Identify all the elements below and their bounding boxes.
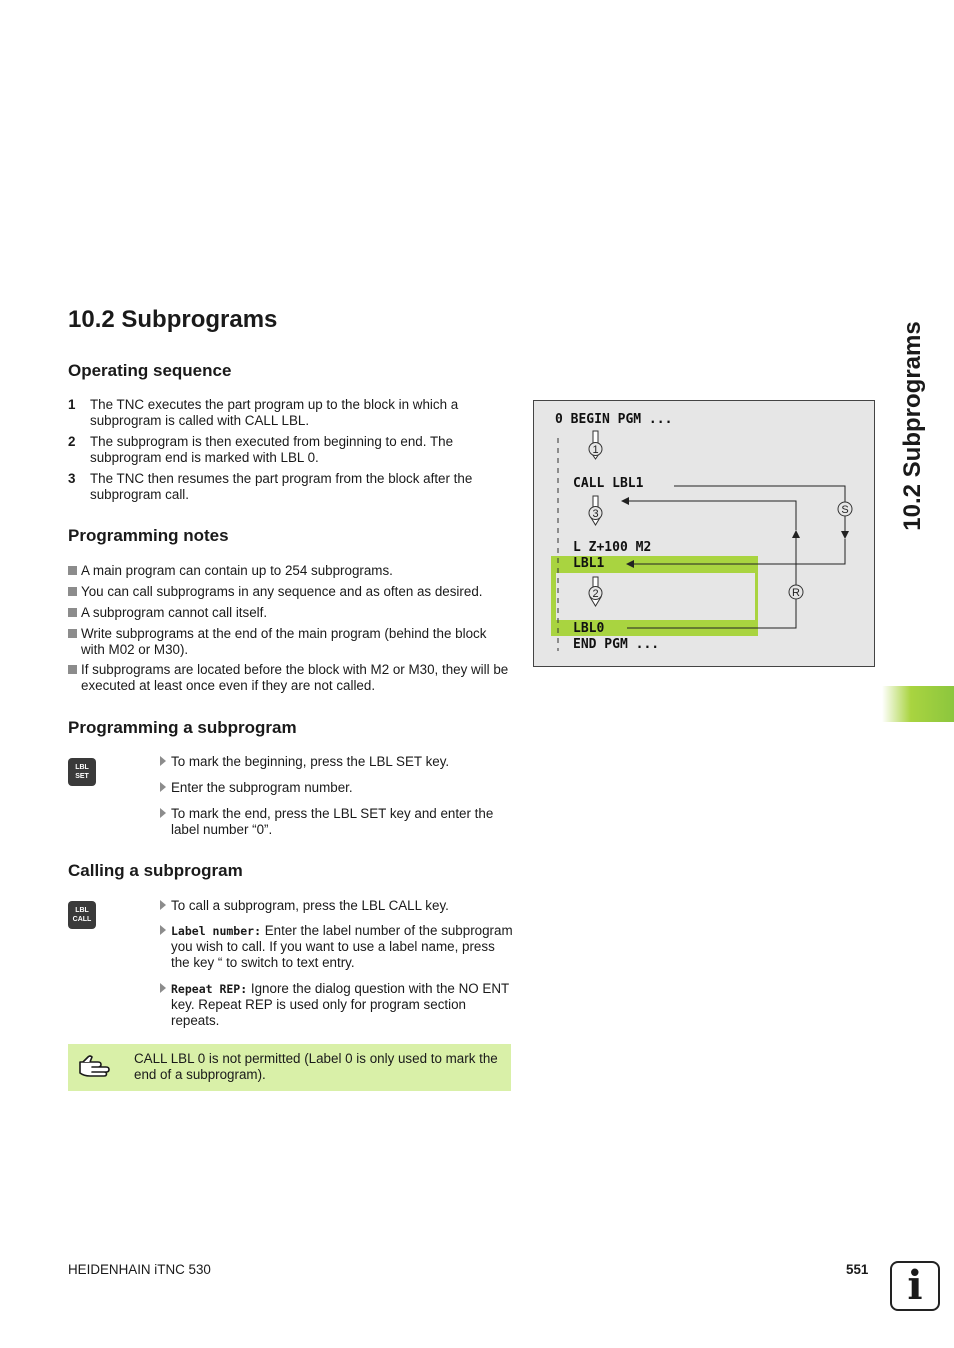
code-line: CALL LBL1 bbox=[573, 476, 644, 491]
marker-s: S bbox=[841, 504, 849, 516]
instruction-step: To mark the beginning, press the LBL SET key. bbox=[171, 754, 450, 769]
instruction-step: To call a subprogram, press the LBL CALL key. bbox=[171, 898, 449, 913]
list-item: Write subprograms at the end of the main program (behind the block with M02 or M30). bbox=[81, 626, 487, 657]
marker-1: 1 bbox=[592, 444, 599, 456]
arrow-right-icon bbox=[160, 925, 166, 935]
page-number: 551 bbox=[846, 1262, 869, 1277]
lbl-set-key-icon bbox=[68, 758, 96, 786]
bullet-icon bbox=[68, 629, 77, 638]
step-number: 2 bbox=[68, 434, 76, 449]
subprogram-flow-diagram bbox=[533, 400, 875, 667]
instruction-text: Enter the label number of the subprogram you wish to call. If you want to use a label name, press the key “ to switch to text entry. bbox=[171, 923, 513, 970]
bullet-icon bbox=[68, 587, 77, 596]
step-text: The TNC then resumes the part program from the block after the subprogram call. bbox=[90, 471, 473, 502]
chapter-tab-marker bbox=[882, 686, 954, 722]
heading-operating-sequence: Operating sequence bbox=[68, 361, 232, 380]
step-number: 3 bbox=[68, 471, 76, 486]
code-line: LBL1 bbox=[573, 556, 605, 571]
arrow-right-icon bbox=[160, 756, 166, 766]
lbl-call-key-icon bbox=[68, 901, 96, 929]
list-item: A main program can contain up to 254 subprograms. bbox=[81, 563, 393, 578]
step-number: 1 bbox=[68, 397, 76, 412]
instruction-step: To mark the end, press the LBL SET key and enter the label number “0”. bbox=[171, 806, 494, 837]
code-line: END PGM ... bbox=[573, 637, 660, 652]
bullet-icon bbox=[68, 665, 77, 674]
dialog-prompt: Label number: bbox=[171, 924, 262, 938]
list-item: You can call subprograms in any sequence and as often as desired. bbox=[81, 584, 483, 599]
key-label: LBL bbox=[75, 907, 89, 914]
bullet-icon bbox=[68, 608, 77, 617]
step-text: The TNC executes the part program up to the block in which a subprogram is called with CALL LBL. bbox=[90, 397, 459, 428]
heading-programming-notes: Programming notes bbox=[68, 526, 229, 545]
step-text: The subprogram is then executed from beginning to end. The subprogram end is marked with LBL 0. bbox=[90, 434, 454, 465]
heading-programming-subprogram: Programming a subprogram bbox=[68, 718, 297, 737]
sidebar-title-text: 10.2 Subprograms bbox=[899, 321, 926, 531]
dialog-prompt: Repeat REP: bbox=[171, 982, 248, 996]
info-icon: i bbox=[890, 1261, 940, 1311]
code-line: LBL0 bbox=[573, 621, 605, 636]
arrow-right-icon bbox=[160, 983, 166, 993]
arrow-right-icon bbox=[160, 900, 166, 910]
instruction-step bbox=[171, 923, 513, 971]
note-box bbox=[68, 1044, 511, 1091]
page-title: 10.2 Subprograms bbox=[68, 306, 278, 333]
list-item: If subprograms are located before the block with M2 or M30, they will be executed at least once even if they are not called. bbox=[81, 662, 509, 693]
marker-r: R bbox=[792, 587, 800, 599]
code-line: L Z+100 M2 bbox=[573, 540, 652, 555]
heading-calling-subprogram: Calling a subprogram bbox=[68, 861, 243, 880]
key-label: CALL bbox=[72, 916, 92, 923]
list-item: A subprogram cannot call itself. bbox=[81, 605, 268, 620]
code-line: 0 BEGIN PGM ... bbox=[555, 412, 673, 427]
key-label: SET bbox=[75, 773, 89, 780]
note-text: CALL LBL 0 is not permitted (Label 0 is only used to mark the end of a subprogram). bbox=[134, 1051, 498, 1082]
sidebar-section-title bbox=[893, 316, 933, 536]
marker-3: 3 bbox=[592, 508, 599, 520]
arrow-right-icon bbox=[160, 808, 166, 818]
marker-2: 2 bbox=[592, 588, 599, 600]
instruction-text: Ignore the dialog question with the NO ENT key. Repeat REP is used only for program section repeats. bbox=[171, 981, 509, 1028]
bullet-icon bbox=[68, 566, 77, 575]
instruction-step: Enter the subprogram number. bbox=[171, 780, 353, 795]
instruction-step bbox=[171, 981, 513, 1029]
arrow-right-icon bbox=[160, 782, 166, 792]
footer-product-name: HEIDENHAIN iTNC 530 bbox=[68, 1262, 211, 1277]
key-label: LBL bbox=[75, 764, 89, 771]
pointing-hand-icon bbox=[78, 1054, 112, 1080]
